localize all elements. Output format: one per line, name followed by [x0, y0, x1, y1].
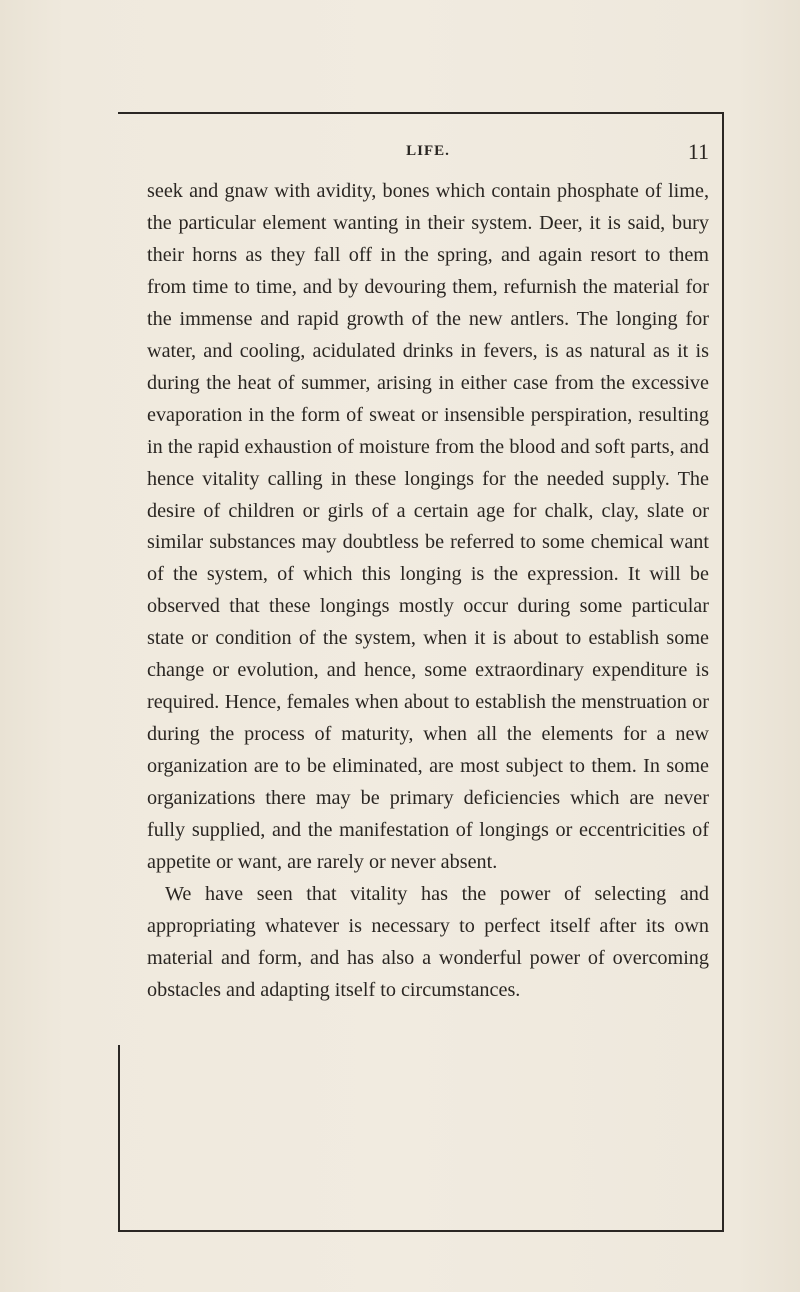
- page-header: [147, 139, 709, 169]
- bottom-border-rule: [118, 1230, 724, 1232]
- paragraph-2: We have seen that vitality has the power of selecting and appropriating whatever is necessary to perfect itself after its own material and form, and has also a wonderful power of overcoming obstacles and adapting itself to circumstances.: [147, 882, 709, 1001]
- body-text: [147, 176, 709, 1007]
- running-head: LIFE.: [406, 143, 450, 159]
- left-border-rule: [118, 1045, 120, 1232]
- top-border-rule: [118, 112, 724, 114]
- right-border-rule: [722, 112, 724, 1232]
- page-number: 11: [687, 139, 709, 164]
- paragraph-1: seek and gnaw with avidity, bones which contain phosphate of lime, the particular element wanting in their system. Deer, it is said, bury their horns as they fall off in the spring, and again resort to them from time to time, and by devouring them, refurnish the material for the immense and rapid growth of the new antlers. The longing for water, and cooling, acidulated drinks in fevers, is as natural as it is during the heat of summer, arising in either case from the excessive evaporation in the form of sweat or insensible perspiration, resulting in the rapid exhaustion of moisture from the blood and soft parts, and hence vitality calling in these longings for the needed supply. The desire of children or girls of a certain age for chalk, clay, slate or similar substances may doubtless be referred to some chemical want of the system, of which this longing is the expression. It will be observed that these longings mostly occur during some particular state or condition of the system, when it is about to establish some change or evolution, and hence, some extraordinary expenditure is required. Hence, females when about to establish the menstruation or during the process of maturity, when all the elements for a new organization are to be eliminated, are most subject to them. In some organizations there may be primary deficiencies which are never fully supplied, and the manifestation of longings or eccentricities of appetite or want, are rarely or never absent.: [147, 180, 709, 874]
